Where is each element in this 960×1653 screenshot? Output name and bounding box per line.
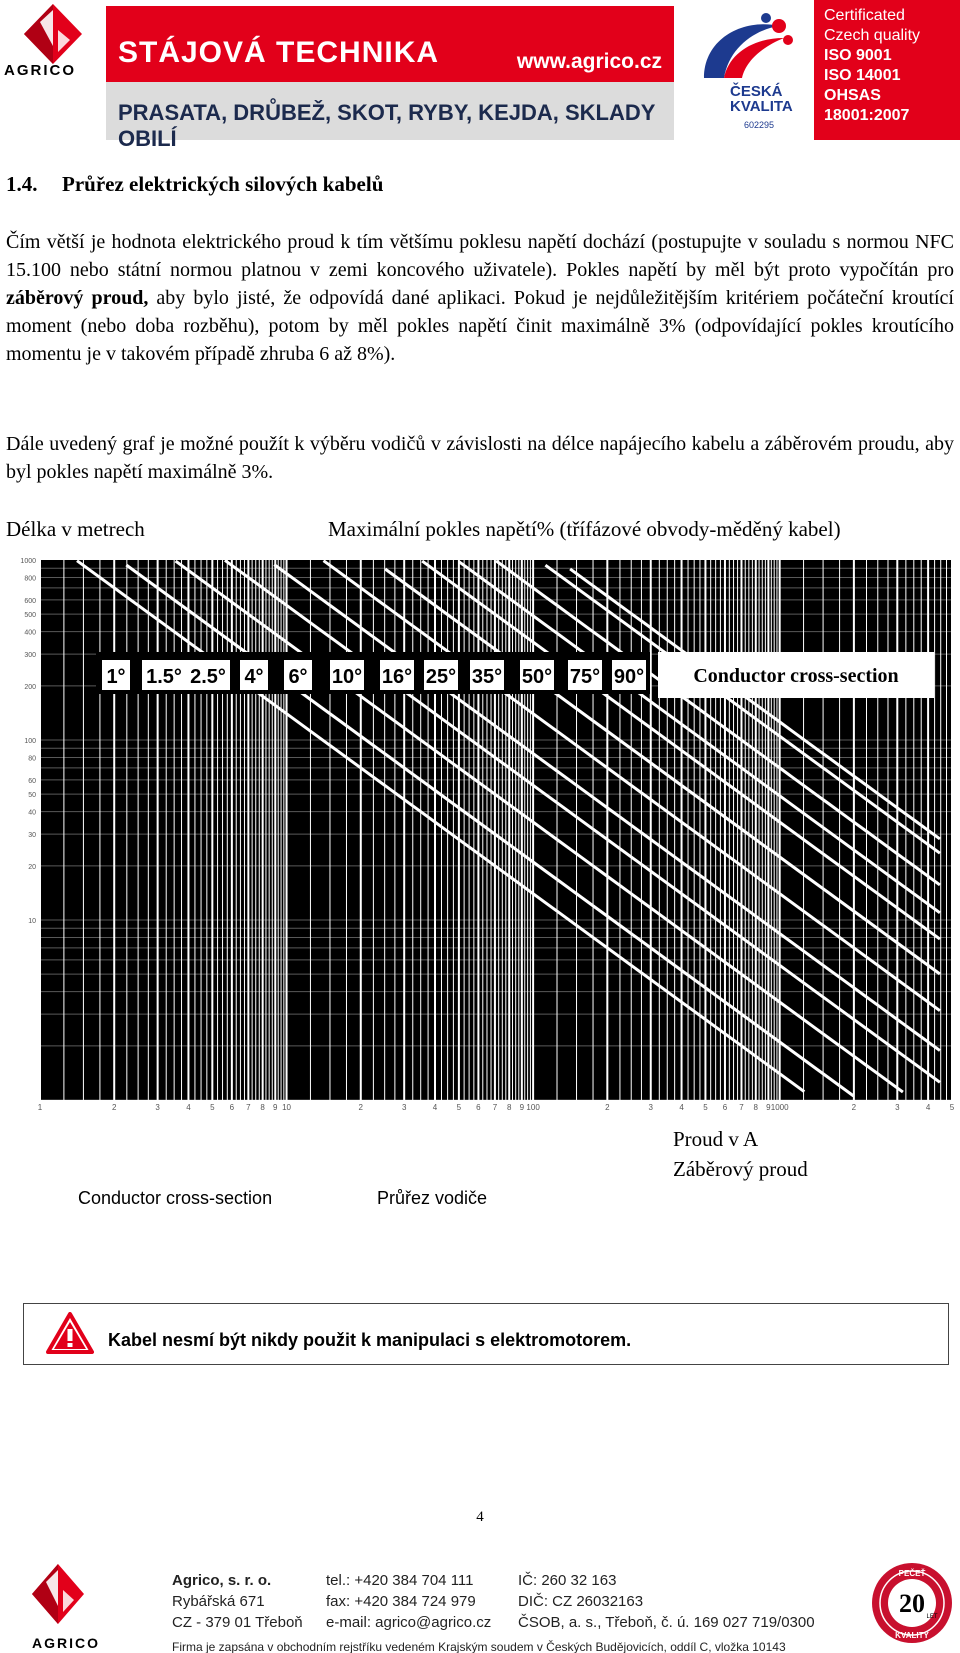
footer-bank: ČSOB, a. s., Třeboň, č. ú. 169 027 719/0300 [518,1614,815,1631]
chart-x-tick: 5 [456,1103,462,1112]
series-label: 6° [288,666,308,688]
chart-x-tick: 9 [766,1103,771,1112]
current-label [673,1124,808,1184]
chart-x-tick: 3 [155,1103,160,1112]
series-label: 1.5° [146,666,182,688]
banner-title: STÁJOVÁ TECHNIKA [118,36,440,69]
cert-line: Certificated [824,7,905,24]
banner-red [106,6,674,82]
series-label: 10° [331,666,363,688]
seal-top-text: PEČEŤ [898,1569,926,1578]
footer-ic: IČ: 260 32 163 [518,1572,617,1589]
chart-y-tick: 400 [24,629,36,637]
footer-fax: fax: +420 384 724 979 [326,1593,476,1610]
chart-x-tick: 1000 [770,1103,789,1112]
prurez-vodice-label: Průřez vodiče [377,1188,488,1208]
conductor-cross-section-label: Conductor cross-section [78,1188,273,1208]
chart-y-tick: 40 [28,809,36,817]
chart-y-tick: 10 [28,918,36,925]
chart-title: Conductor cross-section [693,665,899,687]
cert-line: ISO 9001 [824,47,892,64]
chart-label-length: Délka v metrech [6,517,145,541]
certification-box [814,0,960,140]
footer-city: CZ - 379 01 Třeboň [172,1614,303,1631]
page-header [0,0,960,151]
chart-x-tick: 2 [111,1103,117,1112]
series-label: 90° [613,666,645,688]
chart-x-tick: 4 [925,1103,931,1112]
banner-website: www.agrico.cz [516,50,662,73]
chart-y-tick: 600 [24,597,36,605]
series-label: 16° [381,666,413,688]
series-label: 25° [425,666,457,688]
paragraph-1-text-end: aby bylo jisté, že odpovídá dané aplikaci. Pokud je nejdůležitějším kritériem počáteční kroutící moment (nebo doba rozběhu), potom by měl pokles napětí činit maximálně 3% (odpovídající pokles kroutícího momentu je v takovém případě zhruba 6 až 8%). [6,287,954,365]
chart-x-tick: 9 [519,1103,525,1112]
cert-line: Czech quality [824,27,921,44]
chart-y-tick: 80 [28,755,36,763]
chart-x-tick: 8 [260,1103,265,1112]
chart-x-tick: 4 [432,1103,438,1112]
chart-x-tick: 3 [648,1103,653,1112]
banner-subtitle: PRASATA, DRŮBEŽ, SKOT, RYBY, KEJDA, SKLADY OBILÍ [118,100,656,151]
chart-y-tick: 50 [28,792,36,800]
page-footer [0,1556,960,1653]
kvalita-line2: KVALITA [730,98,793,115]
footer-street: Rybářská 671 [172,1593,265,1610]
chart-x-tick: 2 [358,1103,364,1112]
series-label: 35° [471,666,503,688]
footer-address [172,1570,303,1633]
current-label-line1: Proud v A [673,1127,759,1151]
footer-dic: DIČ: CZ 26032163 [518,1593,644,1610]
footer-agrico-logo-icon [28,1562,88,1636]
section-title: Průřez elektrických silových kabelů [62,172,384,196]
series-label: 2.5° [190,666,226,688]
cert-line: 18001:2007 [824,107,910,124]
chart-x-tick: 10 [282,1103,292,1112]
chart-x-tick: 1 [37,1103,43,1112]
chart-x-tick: 3 [401,1103,407,1112]
chart-x-tick: 2 [605,1103,610,1112]
kvalita-number: 602295 [744,120,775,130]
chart-x-tick: 6 [229,1103,235,1112]
seal-small: LET [926,1614,938,1620]
banner-gray [106,82,674,151]
chart-y-tick: 20 [28,863,36,871]
chart-x-tick: 7 [739,1103,744,1112]
paragraph-1-bold: záběrový proud, [6,287,149,309]
footer-logo-text: AGRICO [32,1635,100,1651]
chart-x-tick: 3 [895,1103,900,1112]
chart-x-tick: 5 [949,1103,955,1112]
chart-y-tick: 300 [24,652,36,660]
chart-x-tick: 9 [273,1103,278,1112]
cert-line: OHSAS [824,87,881,104]
chart-y-tick: 30 [28,832,36,840]
chart-plot-area [40,560,952,1100]
chart-x-tick: 4 [679,1103,684,1112]
agrico-logo-text: AGRICO [4,62,76,79]
chart-y-tick: 500 [24,612,36,620]
seal-bottom-text: KVALITY [895,1631,929,1640]
chart-x-tick: 5 [703,1103,708,1112]
agrico-logo [0,0,106,80]
series-label: 75° [569,666,601,688]
page-number: 4 [476,1509,484,1525]
series-label: 1° [106,666,126,688]
chart-x-tick: 7 [492,1103,498,1112]
kvalita-line1: ČESKÁ [730,83,783,100]
paragraph-1-text: Čím větší je hodnota elektrického proud k tím většímu poklesu napětí dochází (postupujte v souladu s normou NFC 15.100 nebo státní normou platnou v zemi koncového uživatele). Pokles napětí by měl být proto vypočítán pro [6,231,954,281]
section-heading [6,172,383,197]
ceska-kvalita-text [730,84,793,114]
ceska-kvalita-icon [684,8,804,88]
warning-text: Kabel nesmí být nikdy použit k manipulaci s elektromotorem. [108,1330,632,1350]
warning-box [23,1303,949,1365]
series-label: 4° [244,666,264,688]
chart-y-tick: 100 [24,738,36,745]
footer-company: Agrico, s. r. o. [172,1572,272,1589]
chart-x-tick: 100 [526,1103,540,1112]
chart-x-tick: 5 [210,1103,215,1112]
chart-x-tick: 6 [722,1103,728,1112]
paragraph-1 [6,228,954,368]
footer-email: e-mail: agrico@agrico.cz [326,1614,492,1631]
footer-registration: Firma je zapsána v obchodním rejstříku vedeném Krajským soudem v Českých Budějovicích, oddíl C, vložka 10143 [172,1640,786,1653]
chart-y-tick: 200 [24,683,36,691]
quality-seal-icon [870,1560,954,1646]
cert-line: ISO 14001 [824,67,901,84]
footer-tel: tel.: +420 384 704 111 [326,1572,474,1589]
footer-ids [518,1570,815,1633]
chart-x-tick: 2 [851,1103,857,1112]
ceska-kvalita-logo [684,8,804,132]
chart-label-voltage-drop: Maximální pokles napětí% (třífázové obvody-měděný kabel) [328,517,841,541]
chart-x-tick: 7 [246,1103,251,1112]
cable-section-chart [4,552,956,1112]
chart-x-tick: 8 [506,1103,512,1112]
chart-y-tick: 1000 [20,558,36,565]
chart-x-tick: 4 [186,1103,191,1112]
section-number: 1.4. [6,172,38,196]
chart-y-tick: 800 [24,575,36,583]
paragraph-2: Dále uvedený graf je možné použít k výběru vodičů v závislosti na délce napájecího kabelu a záběrovém proudu, aby byl pokles napětí maximálně 3%. [6,433,954,483]
footer-contacts [326,1570,491,1633]
chart-y-tick: 60 [28,777,36,785]
chart-x-tick: 6 [476,1103,481,1112]
current-label-line2: Záběrový proud [673,1157,808,1181]
seal-number: 20 [899,1589,925,1618]
chart-x-tick: 8 [753,1103,758,1112]
warning-triangle-icon [46,1312,94,1354]
series-label: 50° [521,666,553,688]
